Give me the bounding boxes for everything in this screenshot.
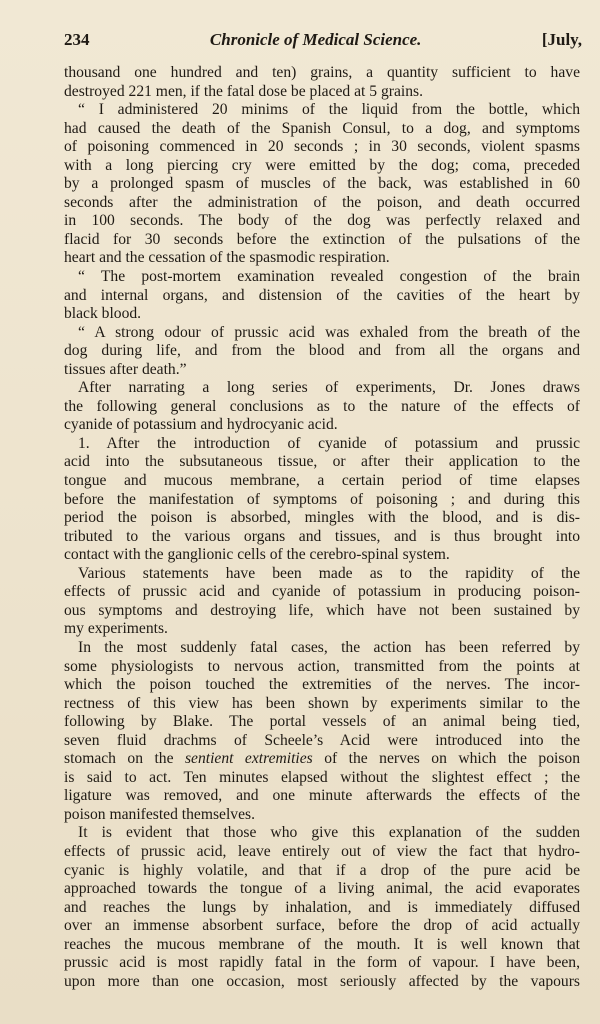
text-line: prussic acid is most rapidly fatal in the form of vapour. I have been, — [64, 954, 580, 972]
text-line: ous symptoms and destroying life, which have not been sustained by — [64, 601, 580, 619]
text-line: with a long piercing cry were emitted by the dog; coma, preceded — [64, 156, 580, 174]
text-line: the following general conclusions as to the nature of the effects of — [64, 397, 580, 415]
text-line: had caused the death of the Spanish Consul, to a dog, and symptoms — [64, 119, 580, 137]
text-line: It is evident that those who give this explanation of the sudden — [78, 824, 580, 842]
page-number: 234 — [64, 30, 90, 49]
text-line: destroyed 221 men, if the fatal dose be placed at 5 grains. — [64, 82, 423, 100]
text-line: reaches the mucous membrane of the mouth. It is well known that — [64, 935, 580, 953]
text-line: After narrating a long series of experiments, Dr. Jones draws — [78, 379, 580, 397]
text-line: Various statements have been made as to the rapidity of the — [78, 564, 580, 582]
text-line: 1. After the introduction of cyanide of potassium and prussic — [78, 434, 580, 452]
text-line: seconds after the administration of the poison, and death occurred — [64, 193, 580, 211]
text-line: following by Blake. The portal vessels of an animal being tied, — [64, 713, 580, 731]
body-text — [64, 64, 580, 991]
text-line: effects of prussic acid and cyanide of potassium in producing poison- — [64, 583, 580, 601]
text-line: tributed to the various organs and tissues, and is thus brought into — [64, 527, 580, 545]
text-line: thousand one hundred and ten) grains, a quantity sufficient to have — [64, 64, 580, 81]
text-line: effects of prussic acid, leave entirely out of view the fact that hydro- — [64, 842, 580, 860]
text-line: in 100 seconds. The body of the dog was perfectly relaxed and — [64, 212, 580, 230]
text-line: acid into the subsutaneous tissue, or after their application to the — [64, 453, 580, 471]
running-title: Chronicle of Medical Science. — [209, 30, 422, 49]
text-line: before the manifestation of symptoms of poisoning ; and during this — [64, 490, 580, 508]
text-line: In the most suddenly fatal cases, the action has been referred by — [78, 638, 580, 656]
text-line: heart and the cessation of the spasmodic respiration. — [64, 249, 390, 267]
text-line: poison manifested themselves. — [64, 805, 255, 823]
page-header — [64, 30, 582, 50]
text-line: “ I administered 20 minims of the liquid from the bottle, which — [78, 101, 580, 119]
text-line: flacid for 30 seconds before the extinction of the pulsations of the — [64, 230, 580, 248]
text-line: contact with the ganglionic cells of the cerebro-spinal system. — [64, 546, 450, 564]
running-date: [July, — [541, 30, 582, 49]
text-line: black blood. — [64, 305, 142, 323]
text-line: cyanide of potassium and hydrocyanic acid. — [64, 416, 338, 434]
text-line: cyanic is highly volatile, and that if a drop of the pure acid be — [64, 861, 580, 879]
text-line: by a prolonged spasm of muscles of the back, was established in 60 — [64, 175, 580, 193]
text-line: some physiologists to nervous action, transmitted from the points at — [64, 657, 580, 675]
text-line: “ The post-mortem examination revealed congestion of the brain — [78, 268, 580, 286]
text-line: stomach on the sentient extremities of the nerves on which the poison — [64, 750, 580, 768]
text-line: ligature was removed, and one minute afterwards the effects of the — [64, 787, 580, 805]
text-line: is said to act. Ten minutes elapsed without the slightest effect ; the — [64, 768, 580, 786]
text-line: and internal organs, and distension of the cavities of the heart by — [64, 286, 580, 304]
text-line: which the poison touched the extremities of the nerves. The incor- — [64, 676, 580, 694]
text-line: my experiments. — [64, 620, 168, 638]
text-line: “ A strong odour of prussic acid was exhaled from the breath of the — [78, 323, 580, 341]
text-line: upon more than one occasion, most seriously affected by the vapours — [64, 972, 580, 990]
italic-phrase: sentient extremities — [184, 750, 313, 768]
text-line: period the poison is absorbed, mingles with the blood, and is dis- — [64, 509, 580, 527]
text-line: of poisoning commenced in 20 seconds ; in 30 seconds, violent spasms — [64, 138, 580, 156]
text-line: approached towards the tongue of a living animal, the acid evaporates — [64, 880, 580, 898]
text-line: and reaches the lungs by inhalation, and is immediately diffused — [64, 898, 580, 916]
text-line: over an immense absorbent surface, before the drop of acid actually — [64, 917, 580, 935]
text-line: dog during life, and from the blood and from all the organs and — [64, 342, 580, 360]
text-line: rectness of this view has been shown by experiments similar to the — [64, 694, 580, 712]
text-line: tissues after death.” — [64, 360, 187, 378]
text-line: seven fluid drachms of Scheele’s Acid were introduced into the — [64, 731, 580, 749]
text-line: tongue and mucous membrane, a certain period of time elapses — [64, 472, 580, 490]
